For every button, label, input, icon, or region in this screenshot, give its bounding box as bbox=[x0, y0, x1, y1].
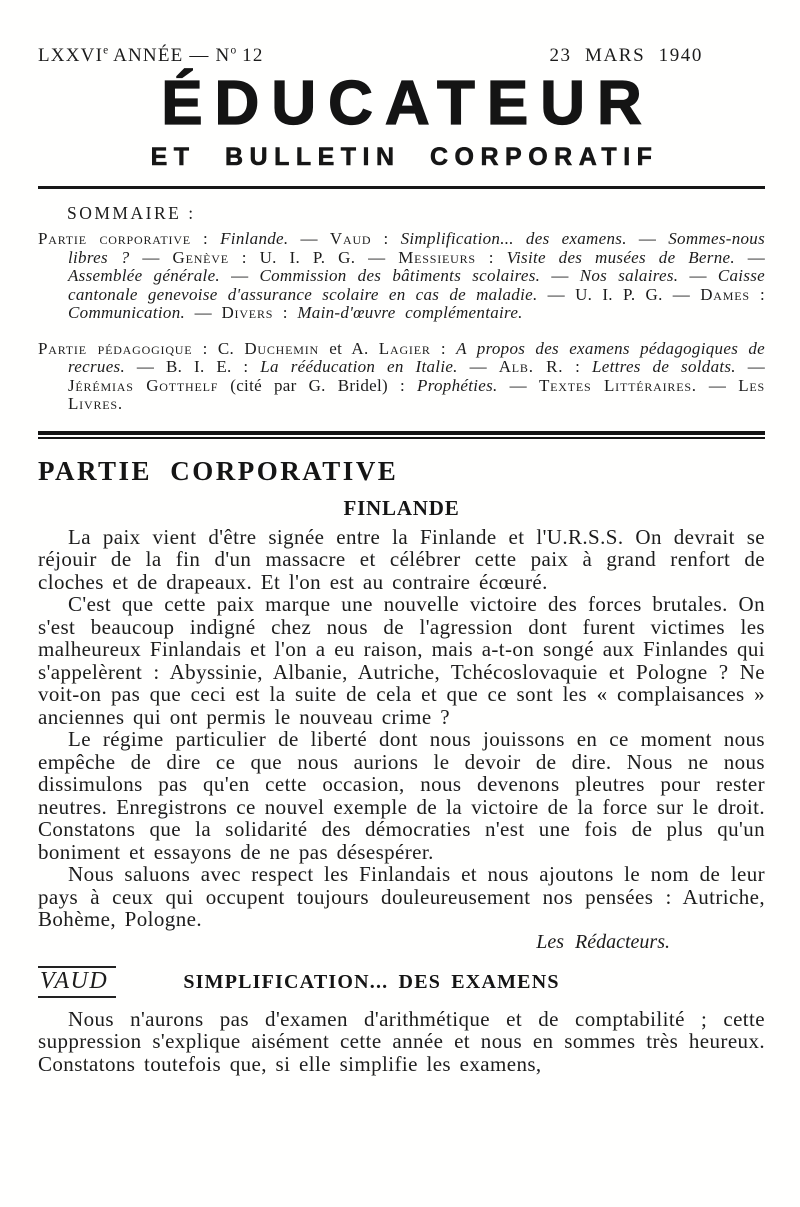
finlande-paragraph-2: C'est que cette paix marque une nouvelle victoire des forces brutales. On s'est beaucoup indigné chez nous de l'agression dont furent victimes les malheureux Finlandais et l'on a eu raison, mais a-t-on songé aux Finlandes qui s'appelèrent : Abyssinie, Albanie, Autriche, Tchécoslovaquie et Pologne ? Ne voit-on pas que ceci est la suite de cela et que ce sont les « complaisances » anciennes qui ont permis le nouveau crime ? bbox=[38, 592, 765, 729]
sommaire-entry-corporative: Partie corporative : Finlande. — Vaud : Simplification... des examens. — Sommes-nous libres ? — Genève : U. I. P. G. — Messieurs : Visite des musées de Berne. — Assemblée générale. — Commission des bâtiments scolaires. — Nos salaires. — Caisse cantonale genevoise d'assurance scolaire en cas de maladie. — U. I. P. G. — Dames : Communication. — Divers : Main-d'œuvre complémentaire. bbox=[38, 229, 766, 322]
vaud-section-header bbox=[38, 966, 765, 998]
finlande-paragraph-1: La paix vient d'être signée entre la Finlande et l'U.R.S.S. On devrait se réjouir de la fin d'un massacre et célébrer cette paix à grand renfort de cloches et de drapeaux. Et l'on est au contraire écœuré. bbox=[38, 524, 765, 594]
section-title-partie-corporative: PARTIE CORPORATIVE bbox=[38, 455, 399, 486]
article-signature: Les Rédacteurs. bbox=[536, 930, 670, 953]
issue-date: 23 MARS 1940 bbox=[549, 45, 703, 66]
journal-title: ÉDUCATEUR bbox=[161, 69, 654, 138]
journal-subtitle: ET BULLETIN CORPORATIF bbox=[150, 143, 659, 171]
finlande-paragraph-4: Nous saluons avec respect les Finlandais et nous ajoutons le nom de leur pays à ceux qui occupent toujours douleureusement nos pensées : Autriche, Bohème, Pologne. bbox=[38, 862, 765, 931]
article-title-simplification: SIMPLIFICATION... DES EXAMENS bbox=[183, 970, 560, 993]
masthead-rule bbox=[38, 186, 765, 189]
vaud-paragraph-1: Nous n'aurons pas d'examen d'arithmétique et de comptabilité ; cette suppression s'explique aisément cette année et nous en sommes très heureux. Constatons toutefois que, si elle simplifie les examens, bbox=[38, 1006, 765, 1076]
sommaire-label: SOMMAIRE : bbox=[67, 203, 196, 223]
finlande-paragraph-3: Le régime particulier de liberté dont nous jouissons en ce moment nous empêche de dire ce que nous aurions le devoir de dire. Nous ne nous dissimulons pas qu'en cette occasion, nous devenons pleutres pour rester neutres. Enregistrons ce nouvel exemple de la victoire de la force sur le droit. Constatons que la solidarité des démocraties n'est une fois de plus qu'un boniment et essayons de ne pas désespérer. bbox=[38, 727, 765, 864]
rubric-label-vaud: VAUD bbox=[38, 966, 116, 998]
masthead bbox=[38, 0, 765, 66]
sommaire-entry-pedagogique: Partie pédagogique : C. Duchemin et A. Lagier : A propos des examens pédagogiques de recrues. — B. I. E. : La rééducation en Italie. — Alb. R. : Lettres de soldats. — Jérémias Gotthelf (cité par G. Bridel) : Prophéties. — Textes Littéraires. — Les Livres. bbox=[38, 338, 766, 413]
article-title-finlande: FINLANDE bbox=[343, 495, 460, 520]
sommaire-bottom-rule bbox=[38, 431, 765, 439]
issue-number: LXXVIe ANNÉE — $N^o$ 12 bbox=[38, 44, 264, 66]
